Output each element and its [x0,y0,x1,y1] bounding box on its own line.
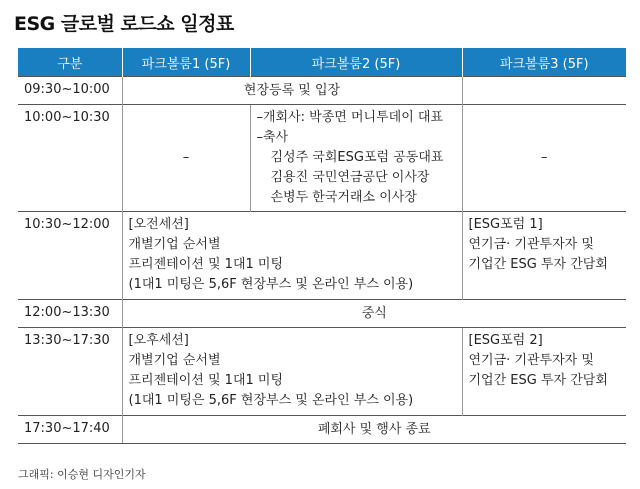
registration-cell: 현장등록 및 입장 [122,77,462,105]
morning-session-cell [122,212,462,300]
header-row [18,48,626,77]
session-line: 프리젠테이션 및 1대1 미팅 [128,373,284,388]
table-row [18,328,626,416]
graphic-credit: 그래픽: 이승현 디자인기자 [18,468,146,481]
opening-ceremony-cell [250,105,462,212]
ballroom3-dash: – [462,105,626,212]
forum-line: 기업간 ESG 투자 간담회 [468,257,608,272]
forum-line: 기업간 ESG 투자 간담회 [468,373,608,388]
table-row [18,212,626,300]
time-cell: 10:00~10:30 [18,105,122,212]
time-cell: 09:30~10:00 [18,77,122,105]
speaker-line: 김성주 국회ESG포럼 공동대표 [270,150,444,165]
session-title: [오후세션] [128,333,189,348]
afternoon-session-cell [122,328,462,416]
table-row [18,77,626,105]
time-cell: 12:00~13:30 [18,300,122,328]
congratulatory-heading: –축사 [256,130,289,145]
forum-line: 연기금· 기관투자자 및 [468,237,594,252]
page-title: ESG 글로벌 로드쇼 일정표 [14,13,234,35]
session-note: (1대1 미팅은 5,6F 현장부스 및 온라인 부스 이용) [128,393,414,408]
speaker-line: 김용진 국민연금공단 이사장 [270,170,430,185]
table-row [18,416,626,444]
esg-forum-2-cell [462,328,626,416]
empty-cell [462,77,626,105]
session-line: 프리젠테이션 및 1대1 미팅 [128,257,284,272]
time-cell: 10:30~12:00 [18,212,122,300]
forum-title: [ESG포럼 2] [468,333,543,348]
closing-cell: 폐회사 및 행사 종료 [122,416,626,444]
header-ballroom-2: 파크볼룸2 (5F) [250,48,462,77]
time-cell: 17:30~17:40 [18,416,122,444]
schedule-table [18,48,626,444]
speaker-line: 손병두 한국거래소 이사장 [270,190,417,205]
session-note: (1대1 미팅은 5,6F 현장부스 및 온라인 부스 이용) [128,277,414,292]
opening-speech-line: –개회사: 박종면 머니투데이 대표 [256,110,444,125]
time-cell: 13:30~17:30 [18,328,122,416]
forum-title: [ESG포럼 1] [468,217,543,232]
forum-line: 연기금· 기관투자자 및 [468,353,594,368]
lunch-cell: 중식 [122,300,626,328]
header-ballroom-1: 파크볼룸1 (5F) [122,48,250,77]
table-row [18,300,626,328]
table-row [18,105,626,212]
header-ballroom-3: 파크볼룸3 (5F) [462,48,626,77]
session-title: [오전세션] [128,217,189,232]
header-category: 구분 [18,48,122,77]
session-line: 개별기업 순서별 [128,237,221,252]
ballroom1-dash: – [122,105,250,212]
session-line: 개별기업 순서별 [128,353,221,368]
esg-forum-1-cell [462,212,626,300]
